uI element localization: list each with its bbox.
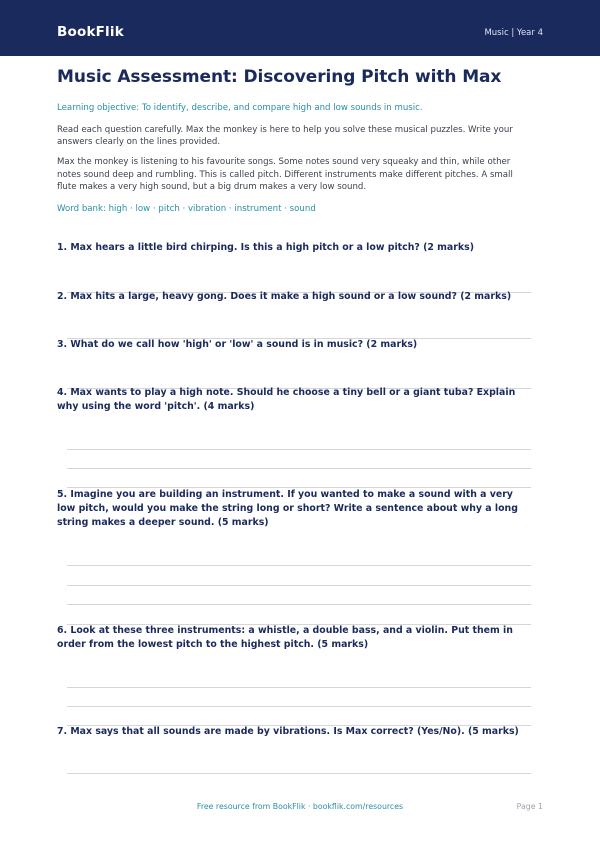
answer-line[interactable] [67, 604, 531, 605]
answer-line[interactable] [67, 565, 531, 566]
header-bar [0, 0, 600, 56]
footer [0, 802, 600, 816]
question-text: 7. Max says that all sounds are made by vibrations. Is Max correct? (Yes/No). (5 marks) [57, 726, 519, 737]
question-text: 5. Imagine you are building an instrument. If you wanted to make a sound with a very low pitch, would you make the string long or short? Write a sentence about why a long string makes a deeper sound. (5 marks) [57, 489, 518, 528]
question-1 [57, 241, 531, 295]
question-2 [57, 290, 531, 344]
question-text: 2. Max hits a large, heavy gong. Does it make a high sound or a low sound? (2 marks) [57, 291, 512, 302]
page-title: Music Assessment: Discovering Pitch with Max [57, 67, 502, 87]
page-number: Page 1 [516, 802, 543, 811]
intro-paragraph: Max the monkey is listening to his favourite songs. Some notes sound very squeaky and thin, while other notes sound deep and rumbling. This is called pitch. Different instruments make different pitches. A small flute makes a very high sound, but a big drum makes a very low sound. [57, 157, 513, 192]
question-4 [57, 386, 531, 490]
question-7 [57, 725, 531, 779]
answer-line[interactable] [67, 773, 531, 774]
question-text: 1. Max hears a little bird chirping. Is this a high pitch or a low pitch? (2 marks) [57, 242, 474, 253]
question-text: 6. Look at these three instruments: a whistle, a double bass, and a violin. Put them in order from the lowest pitch to the highest pitch. (5 marks) [57, 625, 513, 650]
intro-section [57, 64, 531, 215]
question-text: 3. What do we call how 'high' or 'low' a sound is in music? (2 marks) [57, 339, 418, 350]
brand-logo[interactable]: BookFlik [57, 24, 124, 40]
answer-line[interactable] [67, 687, 531, 688]
word-bank: Word bank: high · low · pitch · vibration · instrument · sound [57, 204, 316, 215]
answer-line[interactable] [67, 468, 531, 469]
learning-objective: Learning objective: To identify, describe, and compare high and low sounds in music. [57, 103, 423, 113]
answer-line[interactable] [67, 706, 531, 707]
question-3 [57, 338, 531, 392]
question-text: 4. Max wants to play a high note. Should he choose a tiny bell or a giant tuba? Explain why using the word 'pitch'. (4 marks) [57, 387, 516, 412]
question-5 [57, 488, 531, 628]
subject-label: Music | Year 4 [484, 28, 543, 38]
instructions-paragraph: Read each question carefully. Max the monkey is here to help you solve these musical puzzles. Write your answers clearly on the lines provided. [57, 125, 513, 148]
footer-link[interactable]: Free resource from BookFlik · bookflik.com/resources [196, 802, 404, 811]
answer-line[interactable] [67, 449, 531, 450]
question-6 [57, 624, 531, 728]
answer-line[interactable] [67, 585, 531, 586]
